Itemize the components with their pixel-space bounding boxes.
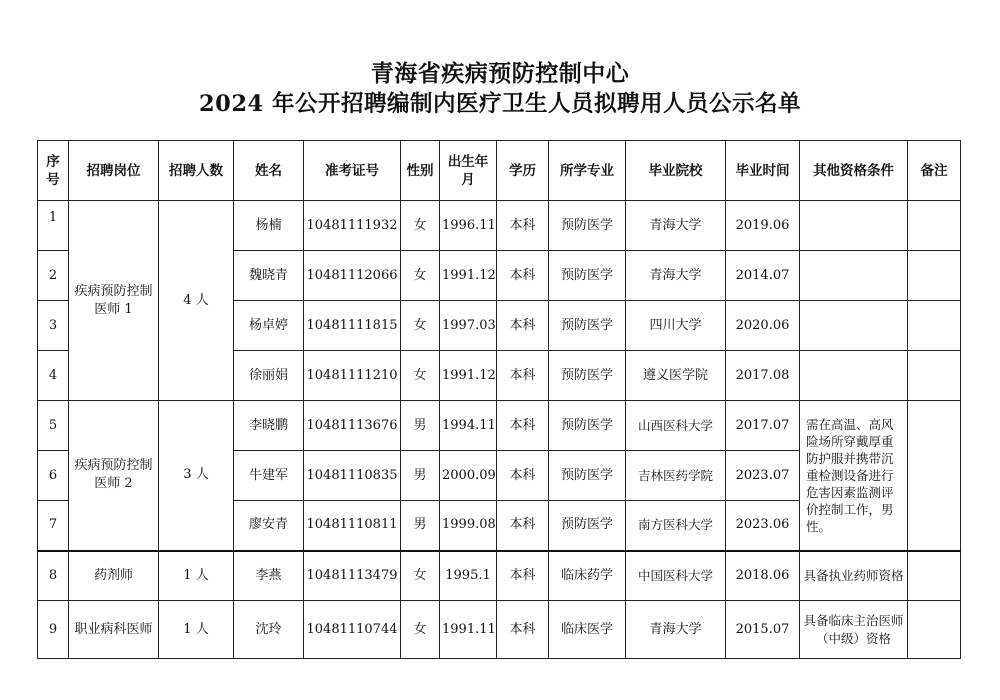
table-row (38, 401, 961, 451)
cell-seq: 2 (38, 251, 69, 301)
cell-birth: 2000.09 (440, 451, 497, 501)
cell-gender: 男 (401, 451, 440, 501)
cell-education: 本科 (497, 551, 549, 601)
cell-birth: 1994.11 (440, 401, 497, 451)
header-education: 学历 (497, 141, 549, 201)
header-birth: 出生年月 (440, 141, 497, 201)
cell-exam-id: 10481110811 (304, 501, 401, 551)
cell-exam-id: 10481111815 (304, 301, 401, 351)
cell-gender: 女 (401, 201, 440, 251)
cell-gender: 女 (401, 301, 440, 351)
cell-grad-time: 2020.06 (726, 301, 800, 351)
cell-seq: 9 (38, 601, 69, 659)
cell-birth: 1991.12 (440, 351, 497, 401)
cell-grad-time: 2017.07 (726, 401, 800, 451)
cell-major: 预防医学 (549, 301, 626, 351)
cell-grad-time: 2017.08 (726, 351, 800, 401)
cell-remark (908, 201, 961, 251)
header-grad-time: 毕业时间 (726, 141, 800, 201)
table-row (38, 601, 961, 659)
cell-name: 廖安青 (234, 501, 304, 551)
cell-school: 青海大学 (626, 251, 726, 301)
cell-name: 杨楠 (234, 201, 304, 251)
table-header-row (38, 141, 961, 201)
cell-seq: 4 (38, 351, 69, 401)
header-remark: 备注 (908, 141, 961, 201)
cell-other-req (800, 201, 908, 251)
cell-grad-time: 2014.07 (726, 251, 800, 301)
cell-other-req: 具备临床主治医师（中级）资格 (800, 601, 908, 659)
cell-major: 预防医学 (549, 201, 626, 251)
cell-education: 本科 (497, 401, 549, 451)
cell-birth: 1997.03 (440, 301, 497, 351)
cell-major: 预防医学 (549, 451, 626, 501)
cell-seq: 6 (38, 451, 69, 501)
header-school: 毕业院校 (626, 141, 726, 201)
cell-position: 疾病预防控制医师 1 (69, 201, 159, 401)
cell-grad-time: 2023.07 (726, 451, 800, 501)
cell-major: 预防医学 (549, 501, 626, 551)
cell-education: 本科 (497, 201, 549, 251)
cell-other-req (800, 301, 908, 351)
cell-major: 临床药学 (549, 551, 626, 601)
cell-school: 吉林医药学院 (626, 451, 726, 501)
cell-birth: 1991.11 (440, 601, 497, 659)
cell-gender: 女 (401, 251, 440, 301)
cell-seq: 7 (38, 501, 69, 551)
cell-birth: 1996.11 (440, 201, 497, 251)
header-gender: 性别 (401, 141, 440, 201)
cell-count: 1 人 (159, 601, 234, 659)
cell-exam-id: 10481110744 (304, 601, 401, 659)
cell-count: 4 人 (159, 201, 234, 401)
cell-grad-time: 2019.06 (726, 201, 800, 251)
cell-name: 牛建军 (234, 451, 304, 501)
cell-education: 本科 (497, 351, 549, 401)
header-major: 所学专业 (549, 141, 626, 201)
cell-exam-id: 10481111932 (304, 201, 401, 251)
cell-school: 南方医科大学 (626, 501, 726, 551)
header-seq: 序号 (38, 141, 69, 201)
cell-education: 本科 (497, 451, 549, 501)
cell-remark (908, 551, 961, 601)
cell-seq: 5 (38, 401, 69, 451)
cell-grad-time: 2018.06 (726, 551, 800, 601)
cell-remark (908, 251, 961, 301)
cell-gender: 女 (401, 601, 440, 659)
cell-exam-id: 10481111210 (304, 351, 401, 401)
cell-birth: 1995.1 (440, 551, 497, 601)
cell-name: 徐丽娟 (234, 351, 304, 401)
page-title-line-1: 青海省疾病预防控制中心 (370, 60, 630, 87)
cell-school: 中国医科大学 (626, 551, 726, 601)
cell-remark (908, 351, 961, 401)
cell-birth: 1991.12 (440, 251, 497, 301)
header-other-req: 其他资格条件 (800, 141, 908, 201)
cell-grad-time: 2023.06 (726, 501, 800, 551)
table-row (38, 551, 961, 601)
cell-other-req: 需在高温、高风险场所穿戴厚重防护服并携带沉重检测设备进行危害因素监测评价控制工作，男性。 (800, 401, 908, 551)
cell-school: 青海大学 (626, 601, 726, 659)
cell-remark (908, 601, 961, 659)
cell-exam-id: 10481113676 (304, 401, 401, 451)
cell-school: 四川大学 (626, 301, 726, 351)
cell-position: 药剂师 (69, 551, 159, 601)
cell-gender: 男 (401, 501, 440, 551)
cell-grad-time: 2015.07 (726, 601, 800, 659)
header-exam-id: 准考证号 (304, 141, 401, 201)
cell-position: 疾病预防控制医师 2 (69, 401, 159, 551)
cell-education: 本科 (497, 301, 549, 351)
cell-remark (908, 401, 961, 551)
cell-exam-id: 10481112066 (304, 251, 401, 301)
cell-education: 本科 (497, 601, 549, 659)
cell-gender: 男 (401, 401, 440, 451)
cell-school: 遵义医学院 (626, 351, 726, 401)
cell-name: 李晓鹏 (234, 401, 304, 451)
cell-count: 1 人 (159, 551, 234, 601)
cell-name: 沈玲 (234, 601, 304, 659)
cell-birth: 1999.08 (440, 501, 497, 551)
cell-position: 职业病科医师 (69, 601, 159, 659)
cell-exam-id: 10481113479 (304, 551, 401, 601)
cell-exam-id: 10481110835 (304, 451, 401, 501)
header-position: 招聘岗位 (69, 141, 159, 201)
table-row (38, 201, 961, 251)
header-name: 姓名 (234, 141, 304, 201)
cell-seq: 1 (38, 201, 69, 251)
cell-count: 3 人 (159, 401, 234, 551)
cell-education: 本科 (497, 251, 549, 301)
cell-major: 临床医学 (549, 601, 626, 659)
cell-remark (908, 301, 961, 351)
cell-name: 李燕 (234, 551, 304, 601)
cell-school: 山西医科大学 (626, 401, 726, 451)
cell-gender: 女 (401, 551, 440, 601)
cell-education: 本科 (497, 501, 549, 551)
cell-other-req (800, 351, 908, 401)
cell-school: 青海大学 (626, 201, 726, 251)
cell-other-req (800, 251, 908, 301)
cell-seq: 3 (38, 301, 69, 351)
cell-major: 预防医学 (549, 401, 626, 451)
cell-seq: 8 (38, 551, 69, 601)
candidate-table (37, 140, 961, 659)
cell-name: 魏晓青 (234, 251, 304, 301)
header-count: 招聘人数 (159, 141, 234, 201)
cell-name: 杨卓婷 (234, 301, 304, 351)
cell-gender: 女 (401, 351, 440, 401)
cell-other-req: 具备执业药师资格 (800, 551, 908, 601)
cell-major: 预防医学 (549, 351, 626, 401)
page-title-line-2: 2024 年公开招聘编制内医疗卫生人员拟聘用人员公示名单 (199, 91, 801, 117)
cell-major: 预防医学 (549, 251, 626, 301)
